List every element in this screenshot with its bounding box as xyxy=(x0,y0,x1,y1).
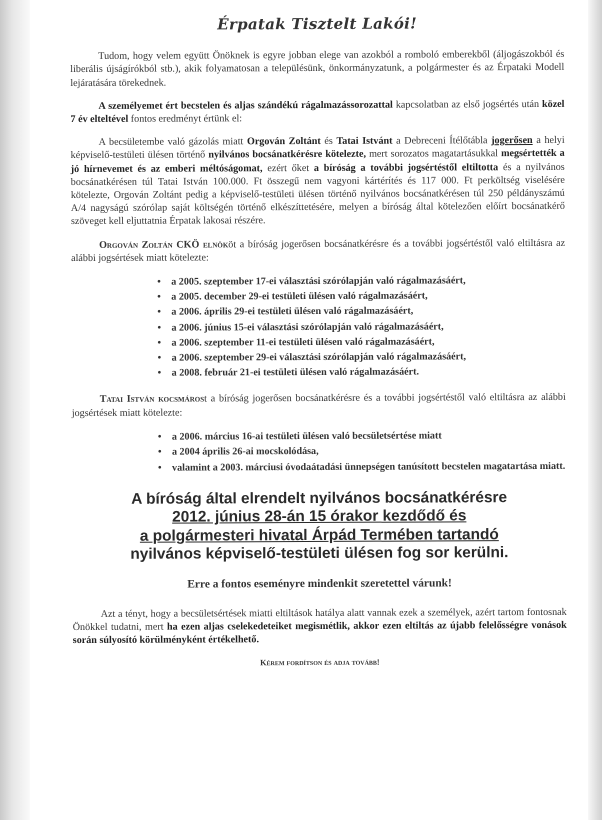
list-item: • a 2006. szeptember 11-ei testületi ülésen való rágalmazásáért, xyxy=(171,334,565,351)
verdict-name-tatai: Tatai Istvánt xyxy=(336,135,393,148)
orgovan-paragraph xyxy=(71,237,565,266)
list-item: • a 2006. március 16-ai testületi ülésen való becsületsértése miatt xyxy=(172,428,566,445)
verdict-paragraph xyxy=(71,134,565,229)
footer-note: Kérem fordítson és adja tovább! xyxy=(260,658,380,668)
closing-paragraph xyxy=(73,606,567,648)
orgovan-offense-list xyxy=(71,273,565,382)
list-item: • a 2008. február 21-ei testületi ülésen való rágalmazásáért. xyxy=(172,364,566,381)
tatai-paragraph xyxy=(72,391,566,420)
document-heading: Érpatak Tisztelt Lakói! xyxy=(217,14,418,34)
announcement-line-4: nyilvános képviselő-testületi ülésen fog sor kerülni. xyxy=(130,544,509,563)
results-bold-2: közel 7 év elteltével xyxy=(70,98,565,126)
list-item: • a 2005. december 29-ei testületi ülésen való rágalmazásáért, xyxy=(171,288,565,305)
verdict-text-7: és a nyilvános bocsánatkérésen túl Tatai István 100.000. Ft összegű nem vagyoni kártérítés és 117 000. Ft perköltség viselésére kötelezte, Orgován Zoltánt pedig a képviselő-testületi ülésen történő nyilvános bocsánatkérésen túl 250 példányszámú A/4 nagyságú szórólap saját költségén történő elkészíttetésére, melyen a bíróság által kötelezően előírt bocsánatkérő szöveget kell eljuttatnia Érpatak lakosai részére. xyxy=(70,161,565,228)
results-paragraph xyxy=(70,98,564,127)
results-text-1: kapcsolatban az első jogsértés után xyxy=(392,98,543,111)
list-item: • a 2006. június 15-ei választási szórólapján való rágalmazásáért, xyxy=(171,319,565,336)
results-text-2: fontos eredményt értünk el: xyxy=(128,113,243,125)
verdict-text-3: a Debreceni Ítélőtábla xyxy=(392,135,492,147)
verdict-bold-apology: nyilvános bocsánatkérésre kötelezte, xyxy=(208,149,366,161)
tatai-name: Tatai István kocsmáros xyxy=(99,393,205,406)
closing-bold: ha ezen aljas cselekedeteiket megismétlik, akkor ezen eltiltás az újabb felelősségre vonások során súlyosító körülményként értékelhető. xyxy=(72,619,567,647)
list-item: • a 2004 április 26-ai mocskolódása, xyxy=(172,443,566,460)
verdict-text-1: A becsületembe való gázolás miatt xyxy=(98,136,247,149)
announcement-line-2: 2012. június 28-án 15 órakor kezdődő és xyxy=(172,507,467,526)
orgovan-name: Orgován Zoltán CKÖ elnök xyxy=(99,238,229,251)
verdict-bold-jogerosen: jogerősen xyxy=(491,135,533,147)
list-item: • a 2005. szeptember 17-ei választási szórólapján való rágalmazásáért, xyxy=(171,273,565,290)
invitation-line: Erre a fontos eseményre mindenkit szeretettel várunk! xyxy=(187,577,452,591)
verdict-text-6: ezért őket xyxy=(262,162,314,174)
document-page xyxy=(28,0,594,821)
verdict-bold-dignity: megsértették a jó hírnevemet és az emberi méltóságomat, xyxy=(70,148,565,175)
list-item: • a 2006. szeptember 29-ei választási szórólapján való rágalmazásáért, xyxy=(172,349,566,366)
verdict-text-4: a helyi képviselő-testületi ülésen történő xyxy=(70,135,565,162)
tatai-text: t a bíróság jogerősen bocsánatkérésre és a további jogsértéstől való eltiltásra az alábbi jogsértések miatt kötelezte: xyxy=(71,392,566,419)
announcement-line-1: A bíróság által elrendelt nyilvános bocsánatkérésre xyxy=(131,488,508,508)
verdict-bold-ban: a bíróság a további jogsértéstől eltiltotta xyxy=(313,161,499,174)
closing-text: Azt a tényt, hogy a becsületsértések miatti eltiltások hatálya alatt vannak ezek a személyek, azért tartom fontosnak Önökkel tudatni, mert xyxy=(72,606,567,634)
list-item: • valamint a 2003. márciusi óvodaátadási ünnepségen tanúsított becstelen magatartása miatt. xyxy=(172,459,566,476)
apology-announcement xyxy=(72,489,566,565)
intro-paragraph: Tudom, hogy velem együtt Önöknek is egyre jobban elege van azokból a romboló emberekből (áljogászokból és liberális újságírókból stb.), akik folyamatosan a településünk, önkormányzatunk, a polgármester és az Érpataki Modell lejáratására törekednek. xyxy=(70,49,565,89)
scan-shadow-left xyxy=(0,0,30,820)
verdict-text-5: mert sorozatos magatartásukkal xyxy=(365,148,502,161)
list-item: • a 2006. április 29-ei testületi ülésen való rágalmazásáért, xyxy=(171,303,565,320)
orgovan-text: öt a bíróság jogerősen bocsánatkérésre és a további jogsértéstől való eltiltásra az alábbi jogsértések miatt kötelezte: xyxy=(71,237,566,264)
tatai-offense-list xyxy=(72,428,566,477)
verdict-name-orgovan: Orgován Zoltánt xyxy=(246,136,321,148)
verdict-text-2: és xyxy=(320,136,337,148)
announcement-line-3: a polgármesteri hivatal Árpád Termében tartandó xyxy=(139,525,499,545)
results-bold-1: A személyemet ért becstelen és aljas szándékú rágalmazássorozattal xyxy=(98,99,393,112)
